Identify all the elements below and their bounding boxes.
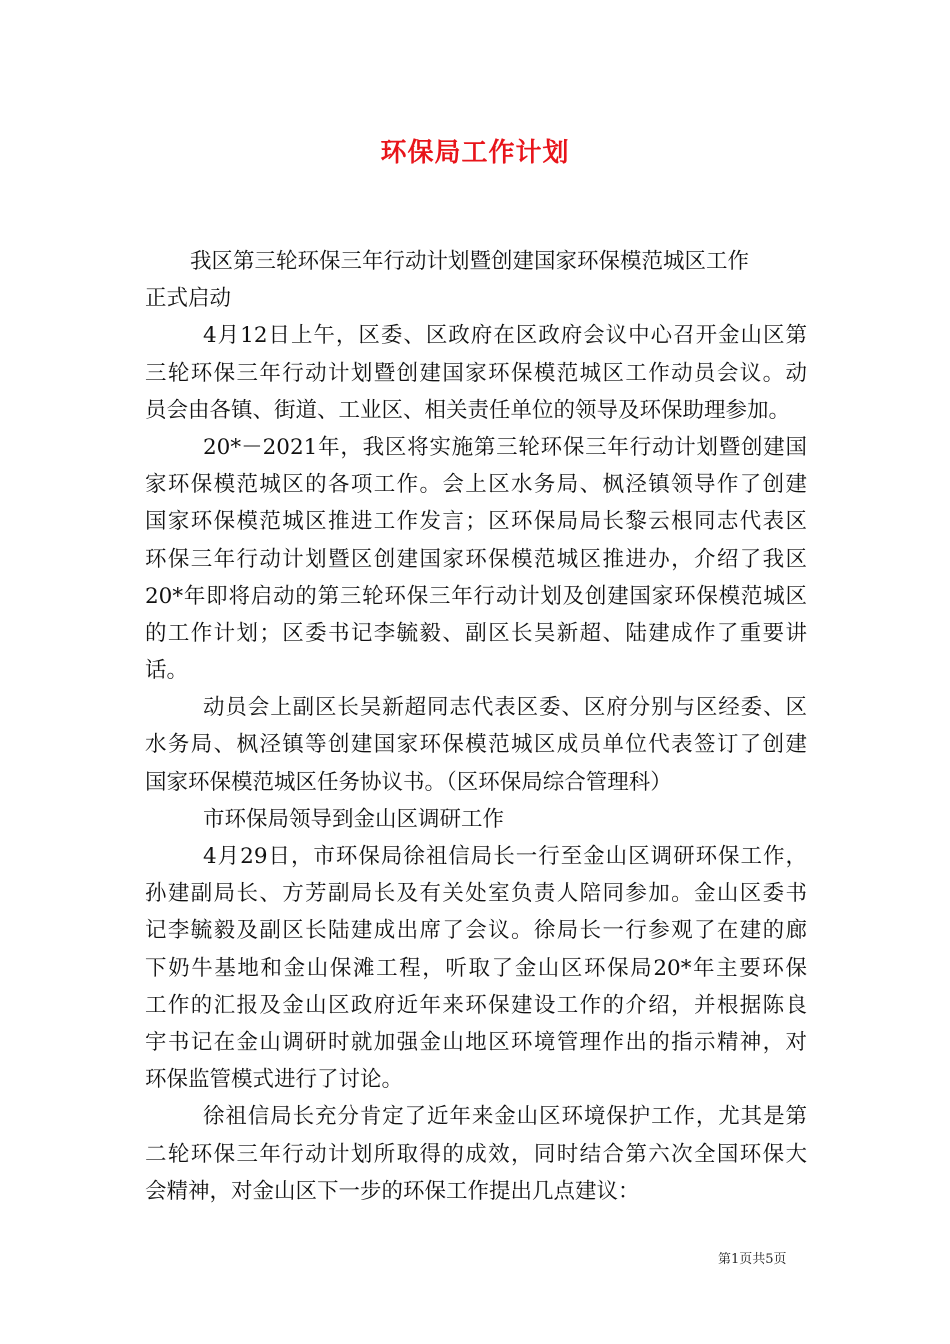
document-body	[145, 243, 807, 1210]
section-heading	[145, 243, 807, 317]
text-line: 的工作计划；区委书记李毓毅、副区长吴新超、陆建成作了重要讲	[145, 620, 807, 646]
text-line: 动员会上副区长吴新超同志代表区委、区府分别与区经委、区	[203, 695, 807, 721]
text-line: 20*年即将启动的第三轮环保三年行动计划及创建国家环保模范城区	[145, 583, 807, 609]
text-line: 国家环保模范城区任务协议书。（区环保局综合管理科）	[145, 769, 672, 795]
section-heading	[145, 801, 807, 838]
text-line: 正式启动	[145, 286, 232, 312]
paragraph	[145, 1098, 807, 1210]
text-line: 市环保局领导到金山区调研工作	[203, 806, 505, 832]
paragraph	[145, 317, 807, 429]
text-line: 孙建副局长、方芳副局长及有关处室负责人陪同参加。金山区委书	[145, 881, 807, 907]
text-line: 徐祖信局长充分肯定了近年来金山区环境保护工作，尤其是第	[203, 1104, 807, 1130]
text-line: 会精神，对金山区下一步的环保工作提出几点建议：	[145, 1178, 640, 1204]
paragraph	[145, 689, 807, 801]
text-line: 国家环保模范城区推进工作发言；区环保局局长黎云根同志代表区	[145, 509, 807, 535]
document-title: 环保局工作计划	[380, 138, 570, 168]
text-line: 环保三年行动计划暨区创建国家环保模范城区推进办，介绍了我区	[145, 546, 807, 572]
text-line: 环保监管模式进行了讨论。	[145, 1067, 404, 1093]
text-line: 工作的汇报及金山区政府近年来环保建设工作的介绍，并根据陈良	[145, 992, 807, 1018]
text-line: 下奶牛基地和金山保滩工程，听取了金山区环保局20*年主要环保	[145, 955, 807, 981]
text-line: 4月12日上午，区委、区政府在区政府会议中心召开金山区第	[203, 323, 807, 349]
text-line: 20*－2021年，我区将实施第三轮环保三年行动计划暨创建国	[203, 434, 807, 460]
text-line: 员会由各镇、街道、工业区、相关责任单位的领导及环保助理参加。	[145, 397, 791, 423]
text-line: 水务局、枫泾镇等创建国家环保模范城区成员单位代表签订了创建	[145, 732, 807, 758]
page-number: 第1页共5页	[718, 1252, 787, 1267]
text-line: 三轮环保三年行动计划暨创建国家环保模范城区工作动员会议。动	[145, 360, 807, 386]
text-line: 4月29日，市环保局徐祖信局长一行至金山区调研环保工作，	[203, 844, 807, 869]
text-line: 宇书记在金山调研时就加强金山地区环境管理作出的指示精神，对	[145, 1029, 807, 1055]
text-line: 我区第三轮环保三年行动计划暨创建国家环保模范城区工作	[190, 249, 750, 274]
text-line: 记李毓毅及副区长陆建成出席了会议。徐局长一行参观了在建的廊	[145, 918, 807, 944]
text-line: 家环保模范城区的各项工作。会上区水务局、枫泾镇领导作了创建	[145, 472, 807, 498]
text-line: 话。	[145, 658, 189, 684]
text-line: 二轮环保三年行动计划所取得的成效，同时结合第六次全国环保大	[145, 1141, 807, 1167]
paragraph	[145, 429, 807, 689]
paragraph	[145, 838, 807, 1098]
